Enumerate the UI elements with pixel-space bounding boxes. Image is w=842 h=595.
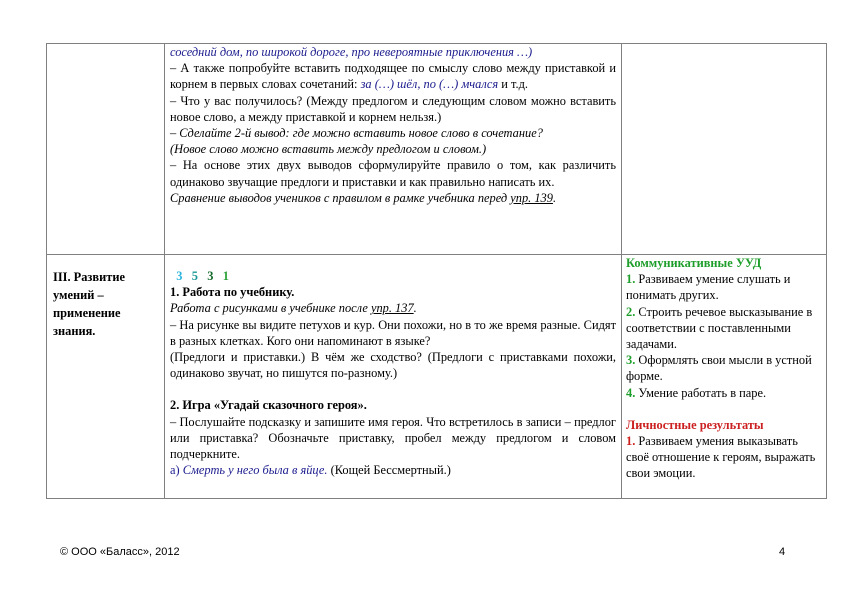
activity-line: – На основе этих двух выводов сформулируйте правило о том, как различить одинаково звучащие предлоги и приставки и как правильно написать их. [170,158,616,189]
uud-item: 2. Строить речевое высказывание в соответствии с поставленными задачами. [626,304,813,352]
activity-cell [165,255,622,499]
page-number: 4 [779,546,786,558]
uud-item: 1. Развиваем умение слушать и понимать других. [626,272,791,303]
uud-cell [622,44,827,255]
task-number: 5 [191,269,198,283]
task-subtitle: Работа с рисунками в учебнике после упр. 137. [170,301,417,316]
uud-item: 3. Оформлять свои мысли в устной форме. [626,353,812,384]
task-example: а) Смерть у него была в яйце. (Кощей Бессмертный.) [170,463,451,478]
example-text: Смерть у него была в яйце. [182,463,328,478]
uud-cell [622,255,827,499]
activity-cell [165,44,622,255]
uud-heading: Коммуникативные УУД [626,256,762,270]
task-number: 1 [222,269,229,283]
lesson-table [46,43,827,499]
textbook-reference: упр. 139 [510,190,553,205]
task-text: – Послушайте подсказку и запишите имя героя. Что встретилось в записи – предлог или приставка? Обозначьте приставку, пробел между предлогом и словом подчеркните. [170,414,616,462]
copyright-footer: © ООО «Баласс», 2012 [60,546,180,558]
task-text: (Предлоги и приставки.) В чём же сходство? (Предлоги с приставками похожи, одинаково звучат, но пишутся по-разному.) [170,350,616,381]
task-title: 2. Игра «Угадай сказочного героя». [170,398,367,413]
activity-line: – Что у вас получилось? (Между предлогом и следующим словом можно вставить новое слово, а между приставкой и корнем нельзя.) [170,93,616,124]
stage-title: III. Развитие умений – применение знания. [53,270,125,338]
task-number: 3 [207,269,214,283]
task-numbers [170,255,616,284]
activity-line: Сравнение выводов учеников с правилом в рамке учебника перед упр. 139. [170,190,557,205]
activity-line: соседний дом, по широкой дороге, про невероятные приключения …) [170,45,533,59]
activity-line: (Новое слово можно вставить между предлогом и словом.) [170,142,487,157]
task-text: – На рисунке вы видите петухов и кур. Они похожи, но в то же время разные. Сидят в разных клетках. Кого они напоминают в языке? [170,317,616,348]
table-row [47,255,827,499]
uud-item: 4. Умение работать в паре. [626,385,767,400]
personal-item: 1. Развиваем умения выказывать своё отношение к героям, выражать свои эмоции. [626,434,816,481]
stage-cell [47,255,165,499]
activity-line: – А также попробуйте вставить подходящее по смыслу слово между приставкой и корнем в первых словах сочетаний: за (…) шёл, по (…) мчался и т.д. [170,61,616,92]
textbook-reference: упр. 137 [370,301,414,316]
example-text: за (…) шёл, по (…) мчался [360,77,499,92]
stage-cell [47,44,165,255]
activity-line: – Сделайте 2-й вывод: где можно вставить новое слово в сочетание? [170,126,543,141]
task-title: 1. Работа по учебнику. [170,285,295,300]
personal-heading: Личностные результаты [626,417,764,432]
task-number: 3 [176,269,183,283]
table-row [47,44,827,255]
